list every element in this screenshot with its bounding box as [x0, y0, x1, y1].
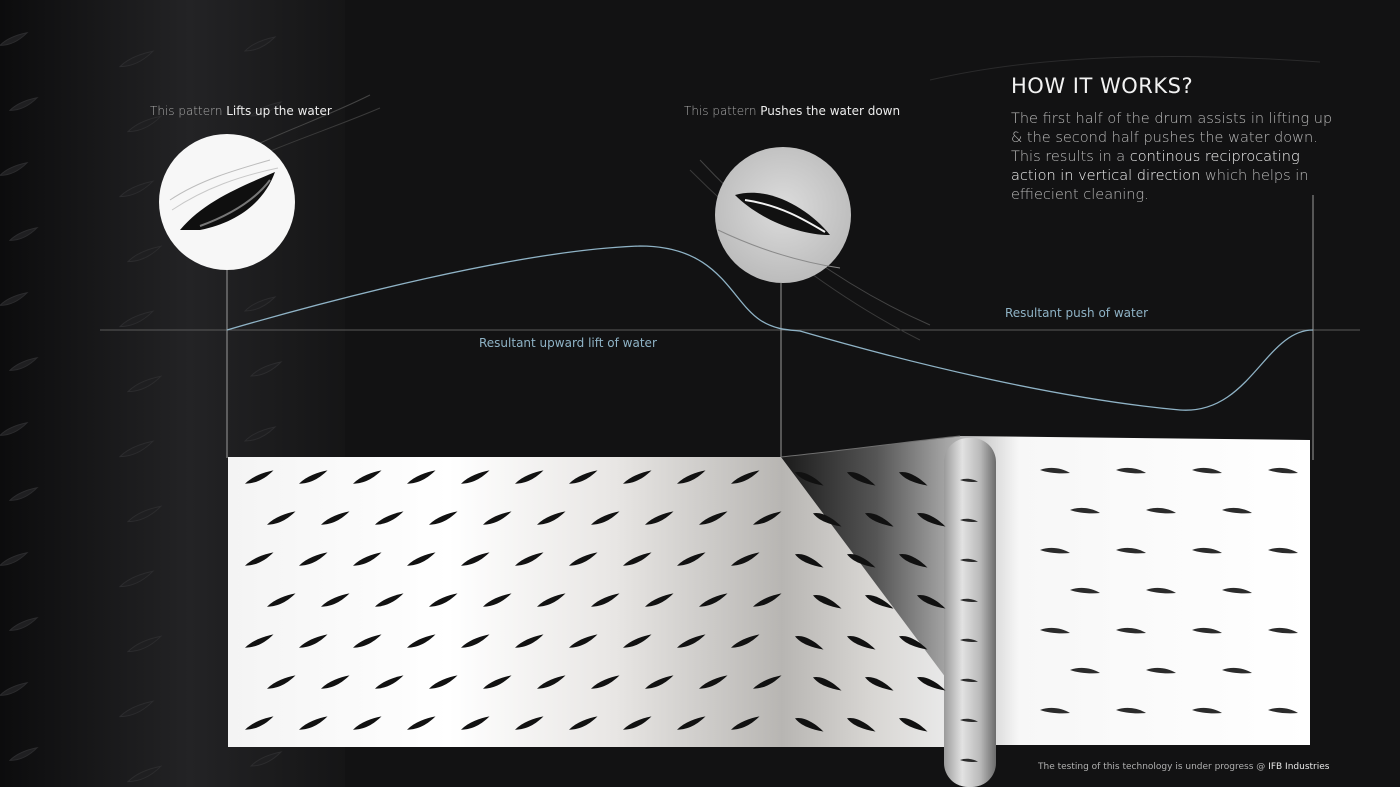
how-it-works-text-part-1: The first half of the drum assists in lifting up & the second half pushes the water down. This results in a [1011, 111, 1333, 165]
upward-lift-label: Resultant upward lift of water [479, 336, 657, 350]
how-it-works-text [1011, 110, 1341, 205]
lift-pattern-emphasis: Lifts up the water [226, 104, 332, 118]
sheet-lift-section [228, 457, 781, 747]
push-pattern-label [684, 104, 900, 118]
how-it-works-highlight: continous reciprocating action in vertical direction [1011, 149, 1300, 184]
push-pattern-prefix: This pattern [684, 104, 761, 118]
push-pattern-detail [690, 147, 930, 340]
push-pattern-emphasis: Pushes the water down [760, 104, 901, 118]
lift-pattern-prefix: This pattern [150, 104, 227, 118]
footer-prefix: The testing of this technology is under progress @ [1038, 762, 1269, 772]
how-it-works-text-part-2: which helps in effiecient cleaning. [1011, 168, 1309, 203]
push-label: Resultant push of water [1005, 306, 1149, 320]
how-it-works-title: HOW IT WORKS? [1011, 74, 1194, 98]
footer-brand: IFB Industries [1268, 762, 1330, 772]
lift-pattern-label [150, 104, 332, 118]
footer-note [1038, 762, 1329, 772]
drum-sheet [228, 436, 1310, 787]
sheet-roll [944, 438, 996, 787]
